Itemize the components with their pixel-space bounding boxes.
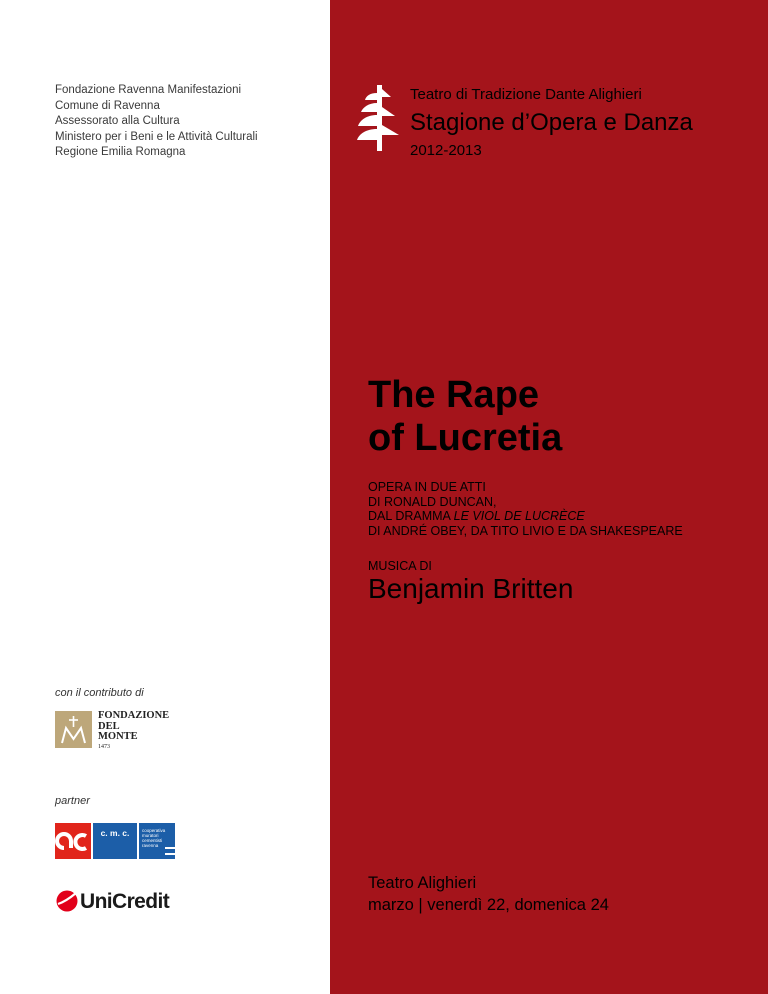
cmc-logo <box>55 823 180 859</box>
left-panel <box>0 0 330 994</box>
cmc-mark-icon <box>55 823 91 859</box>
season-title: Stagione d’Opera e Danza <box>410 109 693 136</box>
monte-line-1: FONDAZIONE <box>98 710 170 721</box>
performance-dates: marzo | venerdì 22, domenica 24 <box>368 896 609 914</box>
theatre-name: Teatro di Tradizione Dante Alighieri <box>410 86 642 103</box>
cmc-bars-icon <box>165 847 175 855</box>
monte-line-2: DEL <box>98 720 120 732</box>
institution-item: Ministero per i Beni e le Attività Culturali <box>55 130 258 143</box>
fondazione-del-monte-logo <box>55 711 185 751</box>
monte-line-3: MONTE <box>98 731 138 742</box>
title-line-2: of Lucretia <box>368 417 563 459</box>
unicredit-wordmark: UniCredit <box>80 890 170 913</box>
institution-item: Comune di Ravenna <box>55 99 160 112</box>
unicredit-mark-icon <box>55 889 79 913</box>
opera-title <box>368 374 562 460</box>
institution-item: Fondazione Ravenna Manifestazioni <box>55 84 242 96</box>
title-line-1: The Rape <box>368 374 540 416</box>
credits-line-2: DI RONALD DUNCAN, <box>368 494 497 509</box>
monte-emblem-icon <box>55 711 92 748</box>
composer-name: Benjamin Britten <box>368 573 574 604</box>
unicredit-logo <box>55 889 180 915</box>
institution-item: Assessorato alla Cultura <box>55 115 180 127</box>
monte-wordmark <box>98 711 169 752</box>
credits-line-3 <box>368 509 683 524</box>
source-play-title: LE VIOL DE LUCRÈCE <box>453 509 585 523</box>
contribution-label: con il contributo di <box>55 687 144 699</box>
credits-line-4: DI ANDRÉ OBEY, DA TITO LIVIO E DA SHAKESPEARE <box>368 523 683 538</box>
season-years: 2012-2013 <box>410 142 482 159</box>
monte-year: 1473 <box>98 743 110 750</box>
institution-item: Regione Emilia Romagna <box>55 146 186 158</box>
opera-credits <box>368 480 683 538</box>
institutions-list <box>55 83 258 161</box>
credits-line-1: OPERA IN DUE ATTI <box>368 480 486 494</box>
cmc-short-name: c. m. c. <box>93 823 137 859</box>
credits-line-3-prefix: DAL DRAMMA <box>368 509 454 523</box>
partner-label: partner <box>55 795 90 807</box>
music-label: MUSICA DI <box>368 559 432 573</box>
cmc-full-name: cooperativa muratori cementisti ravenna <box>139 823 175 859</box>
teatro-alighieri-logo-icon <box>355 83 405 151</box>
venue-info <box>368 872 609 916</box>
venue-name: Teatro Alighieri <box>368 874 477 892</box>
